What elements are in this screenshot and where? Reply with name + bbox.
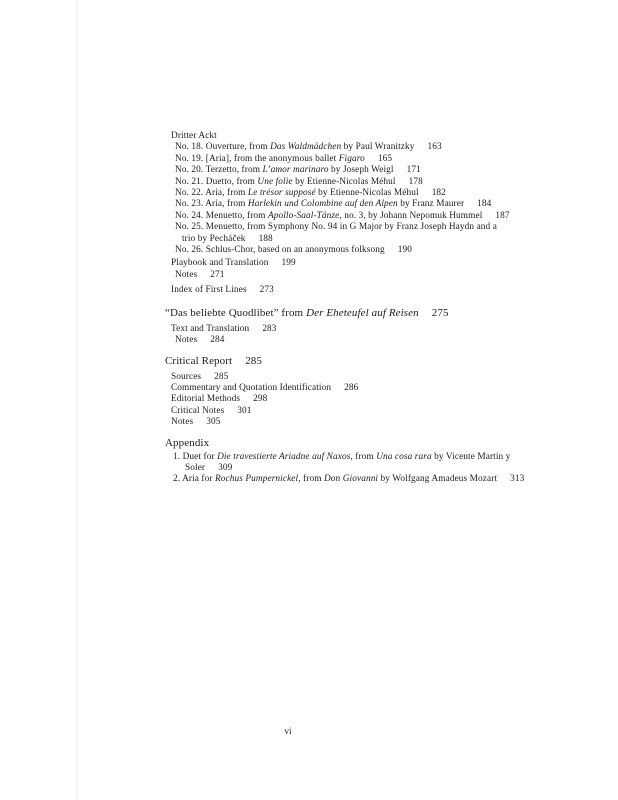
table-of-contents xyxy=(165,131,535,486)
toc-page-number: 313 xyxy=(510,474,525,485)
toc-entry xyxy=(165,165,535,176)
toc-entry xyxy=(165,285,535,296)
toc-title-italic: Die travestierte Ariadne auf Naxos xyxy=(217,451,351,462)
toc-page-number: 301 xyxy=(237,405,252,416)
toc-entry xyxy=(165,258,535,269)
toc-text: Soler xyxy=(185,462,206,473)
toc-page-number: 286 xyxy=(344,382,359,393)
toc-entry xyxy=(165,270,535,281)
toc-page-number: 171 xyxy=(406,165,421,176)
toc-text: Sources xyxy=(171,371,202,382)
toc-text: Notes xyxy=(171,417,194,428)
toc-text: Text and Translation xyxy=(171,323,250,334)
toc-title-italic: L’amor marinaro xyxy=(262,165,329,176)
toc-title-italic: Harlekin und Colombine auf den Alpen xyxy=(247,199,398,210)
toc-text: trio by Pecháček xyxy=(182,233,246,244)
toc-title-italic: Der Eheteufel auf Reisen xyxy=(306,306,419,319)
toc-entry xyxy=(165,452,535,463)
toc-text: 2. Aria for xyxy=(173,474,215,485)
toc-heading xyxy=(165,437,535,450)
toc-title-italic: Apollo-Saal-Tänze xyxy=(267,210,340,221)
toc-text: , from xyxy=(298,474,324,485)
toc-text: 1. Duet for xyxy=(173,451,218,462)
toc-title-italic: Una cosa rara xyxy=(376,451,432,462)
toc-entry xyxy=(165,372,535,383)
toc-entry xyxy=(165,131,535,142)
toc-entry xyxy=(165,463,535,474)
toc-title-italic: Figaro xyxy=(338,153,365,164)
toc-text: Notes xyxy=(175,269,198,280)
toc-text: Appendix xyxy=(165,436,210,449)
toc-text: by Etienne-Nicolas Méhul xyxy=(315,188,419,199)
toc-entry xyxy=(165,335,535,346)
toc-text: , from xyxy=(350,451,377,462)
toc-text: Critical Report xyxy=(165,354,233,367)
toc-heading xyxy=(165,355,535,368)
toc-entry xyxy=(165,142,535,153)
toc-entry xyxy=(165,234,535,245)
toc-entry xyxy=(165,417,535,428)
scan-artifact-band xyxy=(76,0,78,800)
toc-page-number: 273 xyxy=(259,285,274,296)
toc-text: No. 21. Duetto, from xyxy=(175,176,258,187)
toc-page-number: 283 xyxy=(262,323,277,334)
toc-entry xyxy=(165,199,535,210)
toc-text: No. 18. Ouverture, from xyxy=(175,142,271,153)
toc-page-number: 163 xyxy=(427,142,442,153)
toc-page-number: 305 xyxy=(206,417,221,428)
toc-text: No. 24. Menuetto, from xyxy=(175,210,268,221)
toc-text: Commentary and Quotation Identification xyxy=(171,382,332,393)
toc-entry xyxy=(165,324,535,335)
toc-page-number: 165 xyxy=(377,153,393,164)
toc-title-italic: Das Waldmädchen xyxy=(270,142,342,153)
toc-text: No. 20. Terzetto, from xyxy=(175,165,263,176)
toc-page-number: 271 xyxy=(210,269,225,280)
toc-text: by Vicente Martín y xyxy=(431,451,511,462)
toc-page-number: 275 xyxy=(431,306,449,319)
toc-entry xyxy=(165,394,535,405)
toc-page-number: 309 xyxy=(218,462,233,473)
toc-entry xyxy=(165,188,535,199)
toc-entry xyxy=(165,222,535,233)
toc-text: “Das beliebte Quodlibet” from xyxy=(165,306,307,319)
toc-text: by Etienne-Nicolas Méhul xyxy=(292,176,396,187)
toc-text: Index of First Lines xyxy=(171,285,247,296)
toc-entry xyxy=(165,406,535,417)
toc-entry xyxy=(165,474,535,485)
toc-page-number: 285 xyxy=(245,354,262,367)
toc-title-italic: Une folie xyxy=(257,176,293,187)
toc-text: Notes xyxy=(175,335,198,346)
toc-page-number: 182 xyxy=(431,188,446,199)
toc-page-number: 199 xyxy=(281,258,296,269)
toc-heading xyxy=(165,307,535,320)
toc-entry xyxy=(165,154,535,165)
toc-title-italic: Rochus Pumpernickel xyxy=(215,474,299,485)
toc-text: No. 25. Menuetto, from Symphony No. 94 in G Major by Franz Joseph Haydn and a xyxy=(175,222,497,233)
toc-text: Editorial Methods xyxy=(171,394,241,405)
toc-page-number: 284 xyxy=(210,335,225,346)
toc-text: , no. 3, by Johann Nepomuk Hummel xyxy=(339,210,483,221)
toc-title-italic: Le trésor supposé xyxy=(247,188,316,199)
toc-title-italic: Don Giovanni xyxy=(323,474,379,485)
toc-text: Playbook and Translation xyxy=(171,258,269,269)
toc-text: No. 26. Schlus-Chor, based on an anonymous folksong xyxy=(175,245,385,256)
toc-page-number: 298 xyxy=(253,394,268,405)
toc-text: No. 19. [Aria], from the anonymous ballet xyxy=(175,153,339,164)
toc-page-number: 178 xyxy=(408,176,423,187)
toc-text: by Franz Maurer xyxy=(397,199,465,210)
toc-entry xyxy=(165,245,535,256)
toc-page-number: 190 xyxy=(397,245,413,256)
toc-page-number: 187 xyxy=(495,210,510,221)
toc-entry xyxy=(165,211,535,222)
toc-page-number: 285 xyxy=(214,371,229,382)
toc-text: No. 22. Aria, from xyxy=(175,188,248,199)
toc-page-number: 188 xyxy=(258,233,273,244)
toc-entry xyxy=(165,177,535,188)
toc-text: by Joseph Weigl xyxy=(328,165,394,176)
toc-text: by Paul Wranitzky xyxy=(341,142,415,153)
page-folio-number: vi xyxy=(284,727,292,737)
toc-text: Dritter Ackt xyxy=(171,131,217,141)
toc-entry xyxy=(165,383,535,394)
toc-text: by Wolfgang Amadeus Mozart xyxy=(378,474,498,485)
toc-text: No. 23. Aria, from xyxy=(175,199,248,210)
toc-text: Critical Notes xyxy=(171,405,225,416)
toc-page-number: 184 xyxy=(477,199,492,210)
